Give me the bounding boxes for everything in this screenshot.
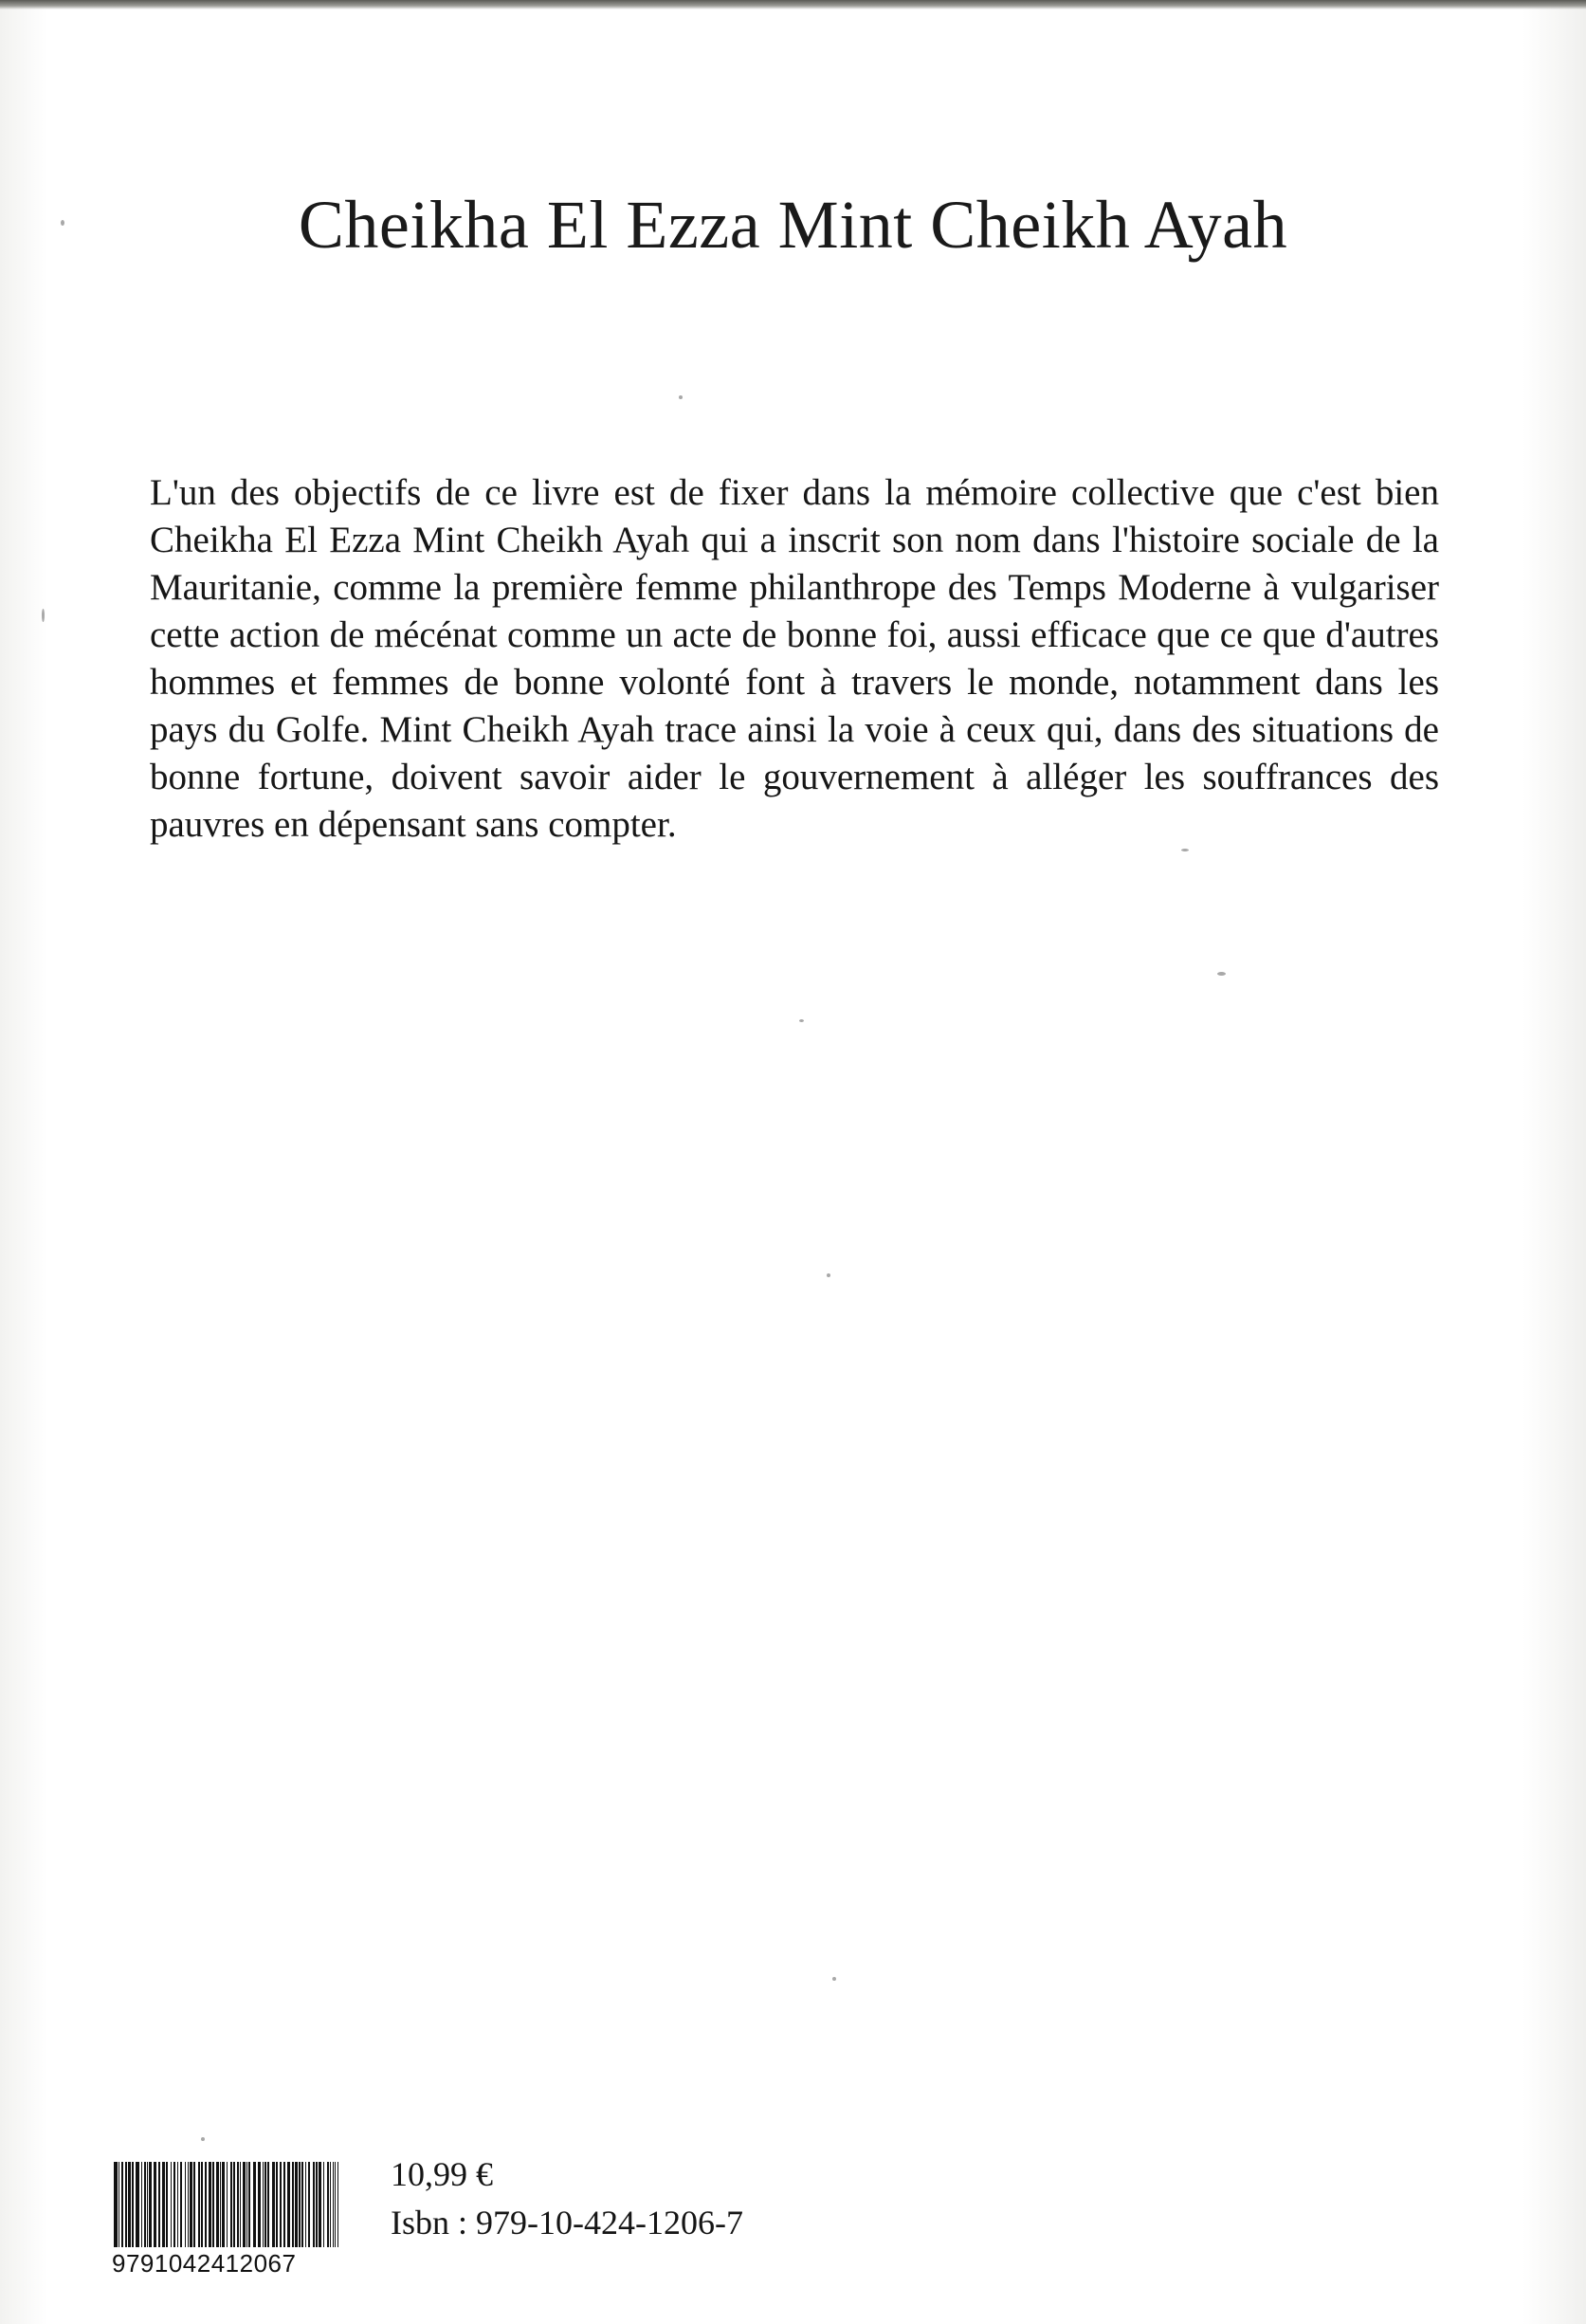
cover-title: Cheikha El Ezza Mint Cheikh Ayah (298, 187, 1288, 263)
price: 10,99 € (391, 2155, 493, 2193)
paper-speck (201, 2137, 205, 2141)
paper-speck (827, 1273, 830, 1277)
cover-blurb: L'un des objectifs de ce livre est de fixer dans la mémoire collective que c'est bien Cheikha El Ezza Mint Cheikh Ayah qui a inscrit son nom dans l'histoire sociale de la Mauritanie, comme la première femme philanthrope des Temps Moderne à vulgariser cette action de mécénat comme un acte de bonne foi, aussi efficace que ce que d'autres hommes et femmes de bonne volonté font à travers le monde, notamment dans les pays du Golfe. Mint Cheikh Ayah trace ainsi la voie à ceux qui, dans des situations de bonne fortune, doivent savoir aider le gouvernement à alléger les souffrances des pauvres en dépensant sans compter. (150, 472, 1439, 845)
paper-speck (1217, 972, 1226, 976)
paper-speck (799, 1019, 804, 1022)
barcode-digits: 9791042412067 (112, 2249, 297, 2278)
cover-top-edge-shadow (0, 0, 1586, 9)
isbn-number: Isbn : 979-10-424-1206-7 (391, 2204, 743, 2242)
barcode-block (112, 2162, 341, 2285)
paper-speck (61, 220, 64, 226)
barcode-icon (112, 2162, 341, 2247)
paper-speck (42, 609, 45, 622)
paper-speck (832, 1977, 836, 1981)
paper-speck (679, 395, 683, 399)
paper-speck (1181, 849, 1189, 851)
